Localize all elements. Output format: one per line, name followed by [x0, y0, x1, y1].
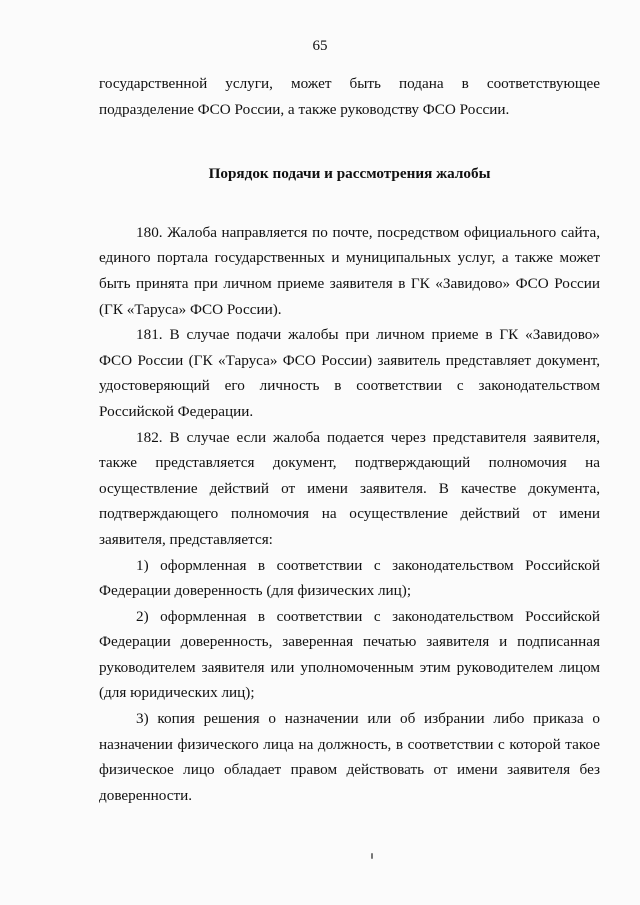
- section-heading: Порядок подачи и рассмотрения жалобы: [208, 165, 491, 183]
- document-body: [99, 71, 600, 808]
- list-item-3: 3) копия решения о назначении или об избрании либо приказа о назначении физического лица на должность, в соответствии с которой такое физическое лицо обладает правом действовать от имени заявителя без доверенности.: [99, 710, 600, 804]
- list-item-2: 2) оформленная в соответствии с законодательством Российской Федерации доверенность, заверенная печатью заявителя и подписанная руководителем заявителя или уполномоченным этим руководителем лицом (для юридических лиц);: [99, 607, 600, 702]
- paragraph-181: 181. В случае подачи жалобы при личном приеме в ГК «Завидово» ФСО России (ГК «Таруса» ФСО России) заявитель представляет документ, удостоверяющий его личность в соответствии с законодательством Российской Федерации.: [99, 326, 600, 420]
- scan-artifact-mark: [371, 853, 373, 859]
- paragraph-180: 180. Жалоба направляется по почте, посредством официального сайта, единого портала государственных и муниципальных услуг, а также может быть принята при личном приеме заявителя в ГК «Завидово» ФСО России (ГК «Таруса» ФСО России).: [99, 223, 600, 318]
- paragraph-182: 182. В случае если жалоба подается через представителя заявителя, также представляется документ, подтверждающий полномочия на осуществление действий от имени заявителя. В качестве документа, подтверждающего полномочия на осуществление действий от имени заявителя, представляется:: [99, 428, 600, 548]
- continuation-paragraph: государственной услуги, может быть подана в соответствующее подразделение ФСО России, а также руководству ФСО России.: [99, 75, 600, 118]
- page-number: 65: [312, 38, 328, 54]
- list-item-1: 1) оформленная в соответствии с законодательством Российской Федерации доверенность (для физических лиц);: [99, 556, 600, 600]
